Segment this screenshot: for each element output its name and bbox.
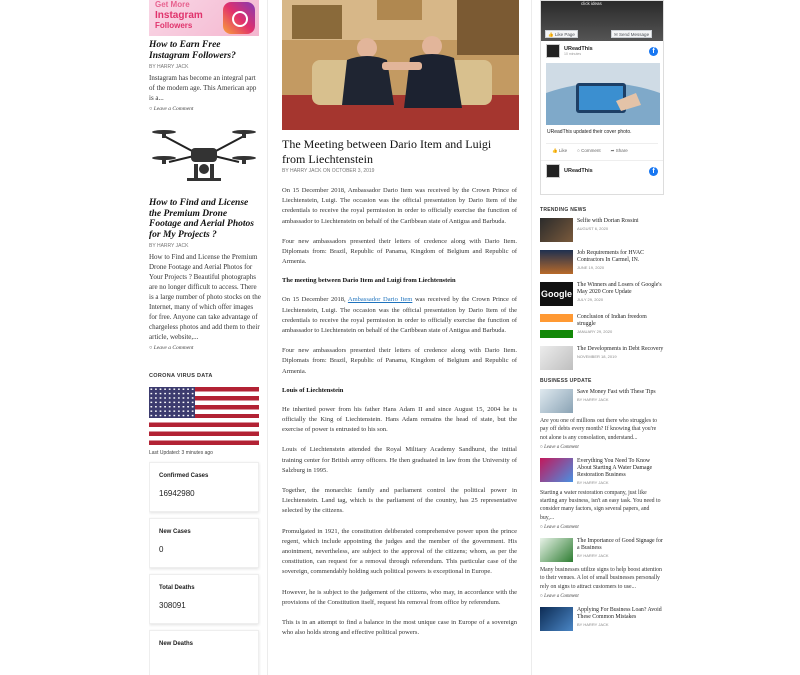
trending-item[interactable] xyxy=(540,314,664,338)
comment-icon: ○ xyxy=(540,593,543,599)
trending-thumbnail xyxy=(540,218,573,242)
fb-cover-text: click ideas xyxy=(581,1,602,6)
comment-icon: ○ xyxy=(149,345,153,351)
ambassador-link[interactable]: Ambassador Dario Item xyxy=(347,296,413,304)
stat-value: 16942980 xyxy=(159,489,195,498)
like-icon: 👍 xyxy=(552,148,558,153)
fb-like-button[interactable] xyxy=(552,148,567,154)
stat-confirmed-cases xyxy=(149,462,259,512)
article-subheading: Louis of Liechtenstein xyxy=(282,386,344,394)
leave-comment-label: Leave a Comment xyxy=(153,106,194,112)
leave-comment-label: Leave a Comment xyxy=(544,525,579,531)
article-paragraph: This is in an attempt to find a balance in the most unique case in Europe of a sovereign who also holds strong and effective political powers. xyxy=(282,619,517,637)
fb-post-time: 10 minutes xyxy=(564,52,582,56)
instagram-promo-image[interactable] xyxy=(149,0,259,36)
trending-title: Job Requirements for HVAC Contractors In Carmel, IN. xyxy=(577,250,645,263)
fb-like-icon: 👍 xyxy=(548,32,554,37)
stat-label: New Cases xyxy=(159,529,191,535)
fb-post-caption: UReadThis updated their cover photo. xyxy=(547,129,632,135)
stat-new-deaths xyxy=(149,630,259,675)
trending-date: JUNE 19, 2020 xyxy=(577,265,605,270)
trending-thumbnail xyxy=(540,346,573,370)
business-byline: BY HARRY JACK xyxy=(577,479,609,485)
article-paragraph: However, he is subject to the judgement of the citizens, who may, in accordance with the provisions of the Constitution itself, request his removal from office by referendum. xyxy=(282,588,517,606)
leave-comment-link[interactable] xyxy=(540,525,664,530)
fb-comment-button[interactable] xyxy=(577,148,601,154)
text-run: was received by the Crown Prince of Liechtenstein, Luigi. The occasion was the official presentation by Dario Item of the credentials to receive the royal permission in order to officially exercise the function of ambassador to Liechtenstein on behalf of the Caribbean state of Antigua and Barbuda. xyxy=(282,296,517,335)
business-title: Save Money Fast with These Tips xyxy=(577,389,656,395)
business-title: Applying For Business Loan? Avoid These Common Mistakes xyxy=(577,606,662,620)
article-byline: BY HARRY JACK ON OCTOBER 3, 2019 xyxy=(282,168,375,174)
article-paragraph: Four new ambassadors presented their letters of credence along with Dario Item. Diplomats from: Brazil, Republic of Panama, Kingdom of Belgium and Republic of Armenia. xyxy=(282,347,517,375)
leave-comment-link[interactable] xyxy=(540,594,664,599)
business-thumbnail xyxy=(540,538,573,562)
leave-comment-link[interactable] xyxy=(540,445,664,450)
stat-value: 0 xyxy=(159,545,164,554)
comment-icon: ○ xyxy=(540,525,543,531)
trending-title: Conclusion of Indian freedom struggle xyxy=(577,314,647,327)
messenger-icon: ✉ xyxy=(614,32,618,37)
fb-like-label: Like xyxy=(558,148,568,153)
meeting-photo xyxy=(282,0,519,130)
post-title[interactable]: How to Find and License the Premium Drone Footage and Aerial Photos for My Projects ? xyxy=(149,198,254,240)
article-title: The Meeting between Dario Item and Luigi from Liechtenstein xyxy=(282,137,492,166)
article-paragraph: Together, the monarchic family and parliament control the political power in Liechtenstein. Land tag, which is the parliament of the country, has 25 representative selected by the citizens. xyxy=(282,487,517,515)
fb-like-page-label: Like Page xyxy=(554,32,575,37)
fb-page-avatar[interactable] xyxy=(546,164,560,178)
trending-item[interactable] xyxy=(540,346,664,370)
trending-title: Selfie with Dorian Rossini xyxy=(577,218,639,224)
article-paragraph xyxy=(282,295,517,336)
post-byline: BY HARRY JACK xyxy=(149,243,189,249)
business-title: Everything You Need To Know About Starting A Water Damage Restoration Business xyxy=(577,457,653,478)
google-logo-icon: Google xyxy=(540,282,573,306)
stat-label: New Deaths xyxy=(159,641,194,647)
post-title[interactable]: How to Earn Free Instagram Followers? xyxy=(149,40,236,61)
article-paragraph: On 15 December 2018, Ambassador Dario Item was received by the Crown Prince of Liechtenstein, Luigi. The occasion was the official presentation by Dario Item of the credentials to receive the royal permission in order to officially exercise the function of ambassador to Liechtenstein on behalf of the Caribbean state of Antigua and Barbuda. xyxy=(282,187,517,225)
fb-post-image[interactable] xyxy=(546,63,660,125)
article-paragraph: He inherited power from his father Hans Adam II and since August 15, 2004 he is officially the King of Liechtenstein. Hans Adam remains the head of state, but the exercise of power is entrusted to his son. xyxy=(282,405,517,434)
business-item[interactable] xyxy=(540,389,664,413)
fb-cover xyxy=(541,1,663,41)
fb-send-message-label: Send Message xyxy=(619,32,650,37)
share-icon: ➦ xyxy=(610,148,615,153)
facebook-page-widget[interactable] xyxy=(540,0,664,195)
business-byline: BY HARRY JACK xyxy=(577,621,609,627)
trending-date: JULY 29, 2020 xyxy=(577,297,604,302)
tablet-photo xyxy=(546,63,660,125)
trending-title: The Developments in Debt Recovery xyxy=(577,346,664,352)
business-byline: BY HARRY JACK xyxy=(577,553,609,559)
last-updated-text: Last Updated: 3 minutes ago xyxy=(149,450,213,456)
business-excerpt: Starting a water restoration company, just like starting any business, isn't an easy task. You need to consider many factors, sign several papers, and buy,... xyxy=(540,489,661,521)
stat-total-deaths xyxy=(149,574,259,624)
fb-page-avatar[interactable] xyxy=(546,44,560,58)
trending-heading: TRENDING NEWS xyxy=(540,207,587,213)
fb-page-name[interactable]: UReadThis xyxy=(564,168,593,174)
fb-share-label: Share xyxy=(615,148,628,153)
article-paragraph: Promulgated in 1921, the constitution deliberated comprehensive power upon the prince regent, which include appointing the judges and the member of the government. His anointment, nevertheless, are subject to the approval of the citizens; whom, as per the constitution, can request for a removal through referendum. This particular case of the sovereign, commendably holding such political powers is exceptional in Europe. xyxy=(282,527,517,576)
fb-post-header xyxy=(541,160,663,181)
business-excerpt: Are you one of millions out there who struggles to pay off debts every month? If knowing that you're not alone is any consolation, understand... xyxy=(540,418,658,441)
business-title: The Importance of Good Signage for a Business xyxy=(577,538,663,552)
business-thumbnail xyxy=(540,458,573,482)
fb-page-name[interactable]: UReadThis xyxy=(564,46,593,52)
comment-icon: ○ xyxy=(540,444,543,450)
trending-thumbnail xyxy=(540,250,573,274)
article-paragraph: Louis of Liechtenstein attended the Royal Military Academy Sandhurst, the initial training center for British army officers. He then graduated in law from the University of Salzburg in 1995. xyxy=(282,446,517,474)
trending-item[interactable] xyxy=(540,282,664,306)
trending-item[interactable] xyxy=(540,250,664,274)
instagram-logo-icon xyxy=(223,2,255,34)
leave-comment-label: Leave a Comment xyxy=(153,345,194,351)
business-item[interactable] xyxy=(540,538,664,562)
business-thumbnail xyxy=(540,607,573,631)
trending-date: JANUARY 29, 2020 xyxy=(577,329,613,334)
promo-line: Followers xyxy=(155,21,193,30)
trending-date: AUGUST 6, 2020 xyxy=(577,226,609,231)
trending-title: The Winners and Losers of Google's May 2020 Core Update xyxy=(577,282,662,295)
facebook-logo-icon: f xyxy=(649,167,658,176)
fb-post-actions xyxy=(546,143,658,158)
leave-comment-link[interactable] xyxy=(149,106,261,112)
leave-comment-label: Leave a Comment xyxy=(544,444,579,450)
leave-comment-label: Leave a Comment xyxy=(544,593,579,599)
stat-value: 308091 xyxy=(159,601,186,610)
business-heading: BUSINESS UPDATE xyxy=(540,378,592,384)
article-subheading: The meeting between Dario Item and Luigi from Liechtenstein xyxy=(282,277,456,285)
facebook-logo-icon: f xyxy=(649,47,658,56)
article xyxy=(267,0,532,675)
post-excerpt: Instagram has become an integral part of the modern age. This American app is a... xyxy=(149,74,257,102)
promo-line: Instagram xyxy=(155,10,203,21)
business-item[interactable] xyxy=(540,458,664,485)
us-flag-image xyxy=(149,387,259,445)
stat-label: Total Deaths xyxy=(159,585,195,591)
fb-comment-label: Comment xyxy=(581,148,601,153)
promo-line: Get More xyxy=(155,0,190,9)
corona-section-heading: CORONA VIRUS DATA xyxy=(149,373,213,379)
fb-like-page-button[interactable] xyxy=(545,30,578,38)
comment-icon: ○ xyxy=(577,148,580,153)
stat-label: Confirmed Cases xyxy=(159,473,209,479)
trending-item[interactable] xyxy=(540,218,664,242)
article-paragraph: Four new ambassadors presented their letters of credence along with Dario Item. Diplomats from: Brazil, Republic of Panama, Kingdom of Belgium and Republic of Armenia. xyxy=(282,237,517,266)
leave-comment-link[interactable] xyxy=(149,345,261,351)
business-excerpt: Many businesses utilize signs to help boost attention to their venues. A lot of small businesses personally rely on signs to attract customers to use... xyxy=(540,567,662,590)
left-sidebar xyxy=(149,0,261,675)
stat-new-cases xyxy=(149,518,259,568)
drone-image[interactable] xyxy=(149,122,259,194)
business-item[interactable] xyxy=(540,607,664,631)
right-sidebar xyxy=(540,0,664,675)
post-excerpt: How to Find and License the Premium Drone Footage and Aerial Photos for Your Projects ? Beautiful photographs are no longer difficult to access. There is a large number of photo stocks on the Internet, many of which offer images for free. Anyone can take advantage of chargeless photos and add them to their article, website,... xyxy=(149,253,261,341)
drone-icon xyxy=(149,122,259,194)
business-thumbnail xyxy=(540,389,573,413)
trending-date: NOVEMBER 18, 2019 xyxy=(577,354,617,359)
business-byline: BY HARRY JACK xyxy=(577,397,609,402)
article-hero-image xyxy=(282,0,519,130)
fb-post-header xyxy=(541,41,663,61)
comment-icon: ○ xyxy=(149,106,153,112)
text-run: On 15 December 2018, xyxy=(282,296,348,304)
post-byline: BY HARRY JACK xyxy=(149,64,189,70)
fb-share-button[interactable] xyxy=(611,148,628,154)
fb-send-message-button[interactable] xyxy=(611,30,652,38)
trending-thumbnail xyxy=(540,314,573,338)
